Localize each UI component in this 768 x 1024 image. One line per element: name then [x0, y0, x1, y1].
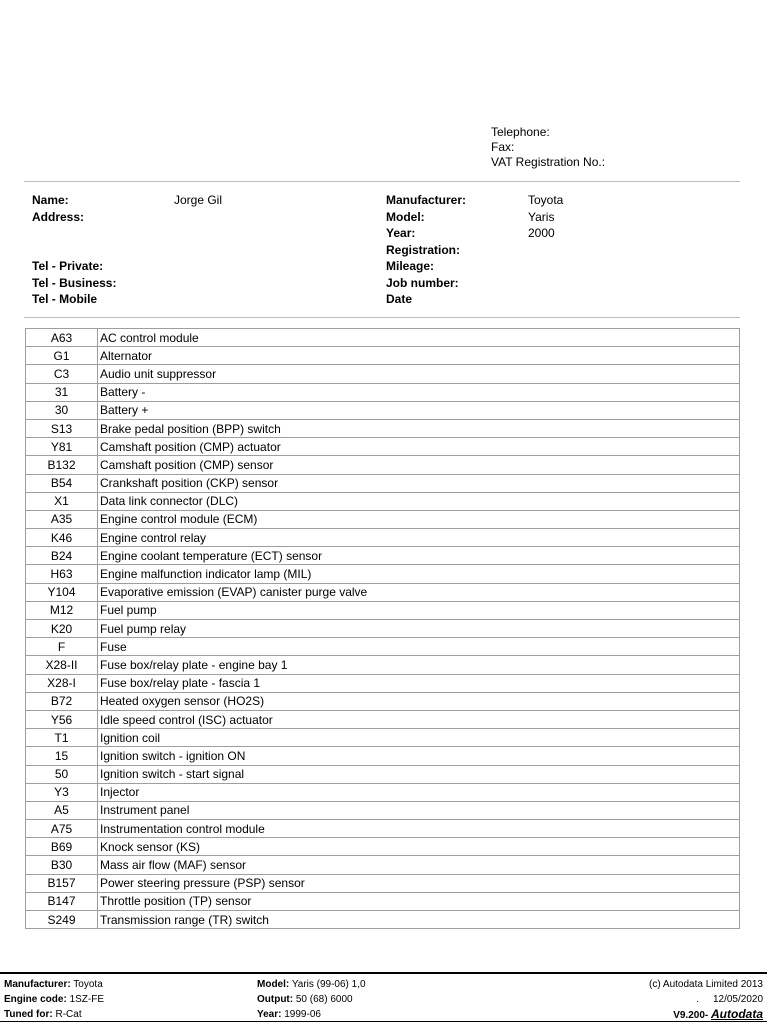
component-description: Power steering pressure (PSP) sensor: [98, 874, 740, 892]
footer-output-label: Output:: [257, 994, 294, 1005]
component-code: F: [26, 638, 98, 656]
table-row: [26, 565, 740, 583]
footer-bar: [0, 972, 767, 1022]
component-code: A5: [26, 801, 98, 819]
footer-model-label: Model:: [257, 979, 290, 990]
address-label: Address:: [32, 209, 85, 224]
vehicle-values: [528, 192, 563, 242]
table-row: [26, 729, 740, 747]
footer-tuned-label: Tuned for:: [4, 1009, 53, 1020]
component-description: Knock sensor (KS): [98, 838, 740, 856]
component-code: 31: [26, 383, 98, 401]
footer-year-value: 1999-06: [284, 1009, 321, 1020]
table-row: [26, 856, 740, 874]
component-description: Brake pedal position (BPP) switch: [98, 419, 740, 437]
component-description: Camshaft position (CMP) sensor: [98, 456, 740, 474]
footer-engine-label: Engine code:: [4, 994, 67, 1005]
table-row: [26, 419, 740, 437]
table-row: [26, 601, 740, 619]
manufacturer-value: Toyota: [528, 193, 564, 207]
footer-col-left: [4, 977, 104, 1022]
component-description: Camshaft position (CMP) actuator: [98, 438, 740, 456]
footer-col-middle: [257, 977, 366, 1022]
component-code: B147: [26, 892, 98, 910]
component-description: Ignition coil: [98, 729, 740, 747]
autodata-logo: Autodata: [711, 1007, 763, 1021]
component-description: Fuel pump relay: [98, 620, 740, 638]
component-description: Engine coolant temperature (ECT) sensor: [98, 547, 740, 565]
company-contact-block: [491, 125, 605, 170]
component-code: C3: [26, 365, 98, 383]
component-code: T1: [26, 729, 98, 747]
component-code: G1: [26, 347, 98, 365]
footer-col-right: [649, 977, 763, 1023]
component-description: Throttle position (TP) sensor: [98, 892, 740, 910]
footer-engine-value: 1SZ-FE: [69, 994, 105, 1005]
name-value: Jorge Gil: [174, 193, 223, 207]
component-code: B24: [26, 547, 98, 565]
footer-date: . 12/05/2020: [696, 994, 763, 1005]
component-code: B30: [26, 856, 98, 874]
component-code: H63: [26, 565, 98, 583]
footer-output-value: 50 (68) 6000: [295, 994, 353, 1005]
customer-labels: [32, 192, 116, 308]
table-row: [26, 783, 740, 801]
component-code: B132: [26, 456, 98, 474]
component-description: Injector: [98, 783, 740, 801]
table-row: [26, 801, 740, 819]
name-label: Name:: [32, 193, 69, 207]
component-code: K20: [26, 620, 98, 638]
component-description: Idle speed control (ISC) actuator: [98, 710, 740, 728]
component-code: B69: [26, 838, 98, 856]
component-code: B157: [26, 874, 98, 892]
table-row: [26, 438, 740, 456]
component-code: A35: [26, 510, 98, 528]
model-label: Model:: [386, 209, 425, 224]
table-row: [26, 347, 740, 365]
component-description: Data link connector (DLC): [98, 492, 740, 510]
table-row: [26, 529, 740, 547]
component-code: 50: [26, 765, 98, 783]
date-label: Date: [386, 292, 413, 306]
component-code: S249: [26, 911, 98, 929]
component-code: A75: [26, 820, 98, 838]
component-description: Evaporative emission (EVAP) canister purge valve: [98, 583, 740, 601]
table-row: [26, 510, 740, 528]
component-description: Instrumentation control module: [98, 820, 740, 838]
component-code: 15: [26, 747, 98, 765]
component-code: 30: [26, 401, 98, 419]
table-row: [26, 492, 740, 510]
year-label: Year:: [386, 226, 416, 240]
component-description: Heated oxygen sensor (HO2S): [98, 692, 740, 710]
footer-model-value: Yaris (99-06) 1,0: [291, 979, 366, 990]
table-row: [26, 401, 740, 419]
component-code: B72: [26, 692, 98, 710]
vat-label: VAT Registration No.:: [491, 155, 606, 169]
table-row: [26, 383, 740, 401]
footer-tuned-value: R-Cat: [55, 1009, 82, 1020]
component-description: Battery +: [98, 401, 740, 419]
table-row: [26, 874, 740, 892]
tel-mobile-label: Tel - Mobile: [32, 292, 98, 306]
table-row: [26, 911, 740, 929]
table-row: [26, 892, 740, 910]
table-row: [26, 820, 740, 838]
component-description: Fuel pump: [98, 601, 740, 619]
job-number-label: Job number:: [386, 275, 459, 290]
component-description: Ignition switch - start signal: [98, 765, 740, 783]
component-description: Engine malfunction indicator lamp (MIL): [98, 565, 740, 583]
component-code: Y104: [26, 583, 98, 601]
component-description: Alternator: [98, 347, 740, 365]
component-code: M12: [26, 601, 98, 619]
table-row: [26, 583, 740, 601]
component-code: B54: [26, 474, 98, 492]
component-code: X1: [26, 492, 98, 510]
component-description: Fuse box/relay plate - fascia 1: [98, 674, 740, 692]
component-code: S13: [26, 419, 98, 437]
table-row: [26, 692, 740, 710]
footer-manufacturer-label: Manufacturer:: [4, 979, 71, 990]
mileage-label: Mileage:: [386, 259, 435, 273]
table-row: [26, 656, 740, 674]
component-description: Mass air flow (MAF) sensor: [98, 856, 740, 874]
component-code: X28-II: [26, 656, 98, 674]
table-row: [26, 838, 740, 856]
footer-year-label: Year:: [257, 1009, 282, 1020]
footer-copyright: (c) Autodata Limited 2013: [649, 979, 763, 990]
year-value: 2000: [528, 226, 555, 240]
table-row: [26, 674, 740, 692]
tel-private-label: Tel - Private:: [32, 259, 104, 273]
component-code: K46: [26, 529, 98, 547]
component-description: Crankshaft position (CKP) sensor: [98, 474, 740, 492]
telephone-label: Telephone:: [491, 125, 550, 139]
table-row: [26, 474, 740, 492]
component-table-body: [26, 329, 740, 929]
customer-values: [174, 192, 222, 209]
table-row: [26, 547, 740, 565]
component-code: Y81: [26, 438, 98, 456]
component-description: Instrument panel: [98, 801, 740, 819]
registration-label: Registration:: [386, 242, 461, 257]
table-row: [26, 747, 740, 765]
component-description: Transmission range (TR) switch: [98, 911, 740, 929]
manufacturer-label: Manufacturer:: [386, 193, 467, 207]
table-row: [26, 620, 740, 638]
component-description: Engine control relay: [98, 529, 740, 547]
table-row: [26, 710, 740, 728]
vehicle-labels: [386, 192, 466, 308]
component-description: Battery -: [98, 383, 740, 401]
footer-manufacturer-value: Toyota: [73, 979, 103, 990]
component-table: [25, 328, 740, 929]
top-divider: [24, 181, 740, 182]
table-row: [26, 456, 740, 474]
table-row: [26, 365, 740, 383]
component-code: X28-I: [26, 674, 98, 692]
component-description: Ignition switch - ignition ON: [98, 747, 740, 765]
table-row: [26, 765, 740, 783]
middle-divider: [24, 317, 740, 318]
component-code: Y3: [26, 783, 98, 801]
tel-business-label: Tel - Business:: [32, 275, 117, 290]
component-description: AC control module: [98, 329, 740, 347]
component-code: Y56: [26, 710, 98, 728]
component-code: A63: [26, 329, 98, 347]
model-value: Yaris: [528, 209, 555, 224]
fax-label: Fax:: [491, 140, 515, 154]
component-description: Fuse: [98, 638, 740, 656]
component-description: Fuse box/relay plate - engine bay 1: [98, 656, 740, 674]
component-description: Audio unit suppressor: [98, 365, 740, 383]
footer-version: V9.200-: [673, 1010, 709, 1021]
component-description: Engine control module (ECM): [98, 510, 740, 528]
table-row: [26, 329, 740, 347]
table-row: [26, 638, 740, 656]
